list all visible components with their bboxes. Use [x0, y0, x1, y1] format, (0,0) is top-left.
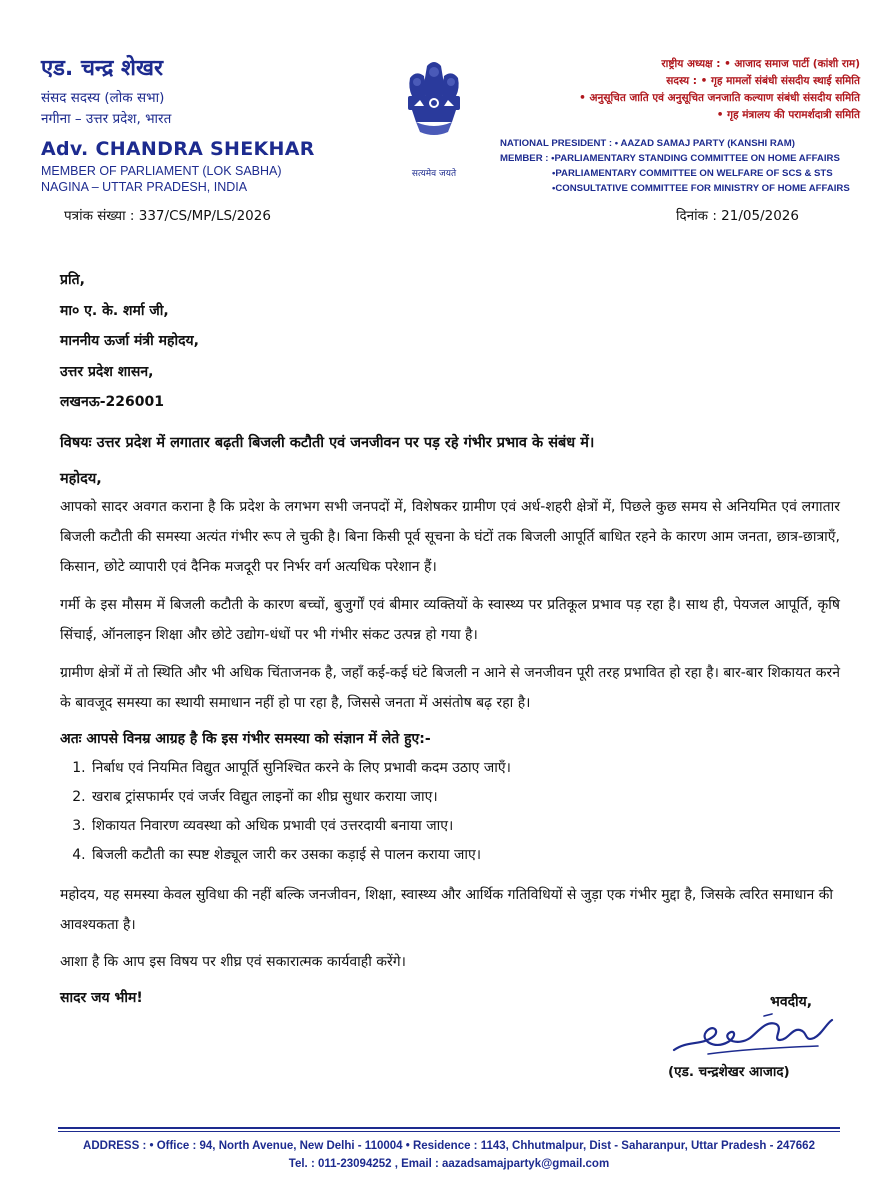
letter-date: दिनांक : 21/05/2026: [676, 208, 799, 224]
sender-name-english: Adv. CHANDRA SHEKHAR: [41, 138, 315, 160]
closing-paragraph: महोदय, यह समस्या केवल सुविधा की नहीं बल्कि जनजीवन, शिक्षा, स्वास्थ्य और आर्थिक गतिविधियों से जुड़ा एक गंभीर मुद्दा है, जिसके त्वरित समाधान की आवश्यकता है।: [60, 886, 834, 933]
recipient-line: प्रति,: [60, 272, 85, 288]
position-hindi-1: राष्ट्रीय अध्यक्ष : • आजाद समाज पार्टी (कांशी राम): [661, 58, 860, 70]
body-paragraph: गर्मी के इस मौसम में बिजली कटौती के कारण बच्चों, बुजुर्गों एवं बीमार व्यक्तियों के स्वास्थ्य पर प्रतिकूल प्रभाव पड़ रहा है। साथ ही, पेयजल आपूर्ति, कृषि सिंचाई, ऑनलाइन शिक्षा और छोटे उद्योग-धंधों पर भी गंभीर संकट उत्पन्न हो गया है।: [60, 596, 840, 643]
letter-body: [60, 265, 840, 1012]
sender-title-hindi: संसद सदस्य (लोक सभा): [41, 90, 165, 106]
footer-address: ADDRESS : • Office : 94, North Avenue, New Delhi - 110004 • Residence : 1143, Chhutmalpur, Dist - Saharanpur, Uttar Pradesh - 247662: [83, 1140, 815, 1152]
position-hindi-3: • अनुसूचित जाति एवं अनुसूचित जनजाति कल्याण संबंधी संसदीय समिति: [579, 92, 860, 104]
signer-name: (एड. चन्द्रशेखर आजाद): [668, 1064, 790, 1080]
letter-subject: विषयः उत्तर प्रदेश में लगातार बढ़ती बिजली कटौती एवं जनजीवन पर पड़ रहे गंभीर प्रभाव के संबंध में।: [60, 434, 595, 451]
position-english-3: •PARLIAMENTARY COMMITTEE ON WELFARE OF SCS & STS: [552, 168, 833, 179]
national-emblem: [392, 56, 476, 179]
hope-line: आशा है कि आप इस विषय पर शीघ्र एवं सकारात्मक कार्यवाही करेंगे।: [60, 953, 406, 970]
recipient-line: लखनऊ-226001: [60, 394, 164, 410]
recipient-address: [60, 265, 840, 418]
recipient-line: मा० ए. के. शर्मा जी,: [60, 302, 169, 319]
position-english-2: MEMBER : •PARLIAMENTARY STANDING COMMITTEE ON HOME AFFAIRS: [500, 153, 840, 164]
greeting: सादर जय भीम!: [60, 989, 143, 1006]
letterhead-left: [41, 56, 371, 195]
positions-english: [500, 136, 860, 196]
body-paragraph: आपको सादर अवगत कराना है कि प्रदेश के लगभग सभी जनपदों में, विशेषकर ग्रामीण एवं अर्ध-शहरी क्षेत्रों में, पिछले कुछ समय से अनियमित एवं लगातार बिजली कटौती की समस्या अत्यंत गंभीर रूप ले चुकी है। बिना किसी पूर्व सूचना के घंटों तक बिजली आपूर्ति बाधित रहने के कारण आम जनता, छात्र-छात्राएँ, किसान, छोटे व्यापारी एवं दैनिक मजदूरी पर निर्भर वर्ग अत्यधिक परेशान हैं।: [60, 498, 840, 575]
letter-footer: [58, 1137, 840, 1173]
recipient-line: माननीय ऊर्जा मंत्री महोदय,: [60, 333, 199, 349]
sender-title-english: MEMBER OF PARLIAMENT (LOK SABHA): [41, 164, 282, 178]
sender-name-hindi: एड. चन्द्र शेखर: [41, 56, 164, 81]
footer-divider: [58, 1127, 840, 1129]
list-item: 3. शिकायत निवारण व्यवस्था को अधिक प्रभावी एवं उत्तरदायी बनाया जाए।: [90, 812, 840, 841]
emblem-motto: सत्यमेव जयते: [411, 169, 457, 179]
position-hindi-4: • गृह मंत्रालय की परामर्शदात्री समिति: [716, 109, 860, 121]
list-item: 2. खराब ट्रांसफार्मर एवं जर्जर विद्युत लाइनों का शीघ्र सुधार कराया जाए।: [90, 783, 840, 812]
lion-capital-emblem-icon: [402, 56, 466, 164]
salutation: महोदय,: [60, 470, 102, 487]
sign-off: भवदीय,: [770, 994, 813, 1010]
list-item: 4. बिजली कटौती का स्पष्ट शेड्यूल जारी कर उसका कड़ाई से पालन कराया जाए।: [90, 841, 840, 870]
list-item: 1. निर्बाध एवं नियमित विद्युत आपूर्ति सुनिश्चित करने के लिए प्रभावी कदम उठाए जाएँ।: [90, 754, 840, 783]
body-paragraph: ग्रामीण क्षेत्रों में तो स्थिति और भी अधिक चिंताजनक है, जहाँ कई-कई घंटे बिजली न आने से जनजीवन पूरी तरह प्रभावित हो रहा है। बार-बार शिकायत करने के बावजूद समस्या का स्थायी समाधान नहीं हो पा रहा है, जिससे जनता में असंतोष बढ़ रहा है।: [60, 664, 840, 711]
handwritten-signature: [668, 1010, 838, 1062]
request-points-list: [60, 754, 840, 870]
sender-place-english: NAGINA – UTTAR PRADESH, INDIA: [41, 180, 248, 194]
position-hindi-2: सदस्य : • गृह मामलों संबंधी संसदीय स्थाई समिति: [666, 75, 860, 87]
recipient-line: उत्तर प्रदेश शासन,: [60, 363, 154, 380]
request-heading: अतः आपसे विनम्र आग्रह है कि इस गंभीर समस्या को संज्ञान में लेते हुए:-: [60, 730, 431, 747]
sender-place-hindi: नगीना – उत्तर प्रदेश, भारत: [41, 111, 172, 127]
letterhead-right: [500, 56, 860, 196]
footer-contact: Tel. : 011-23094252 , Email : aazadsamajpartyk@gmail.com: [288, 1158, 610, 1170]
position-english-4: •CONSULTATIVE COMMITTEE FOR MINISTRY OF HOME AFFAIRS: [552, 183, 850, 194]
footer-divider: [58, 1131, 840, 1132]
letter-number: पत्रांक संख्या : 337/CS/MP/LS/2026: [64, 208, 271, 224]
position-english-1: NATIONAL PRESIDENT : • AAZAD SAMAJ PARTY (KANSHI RAM): [500, 138, 795, 149]
